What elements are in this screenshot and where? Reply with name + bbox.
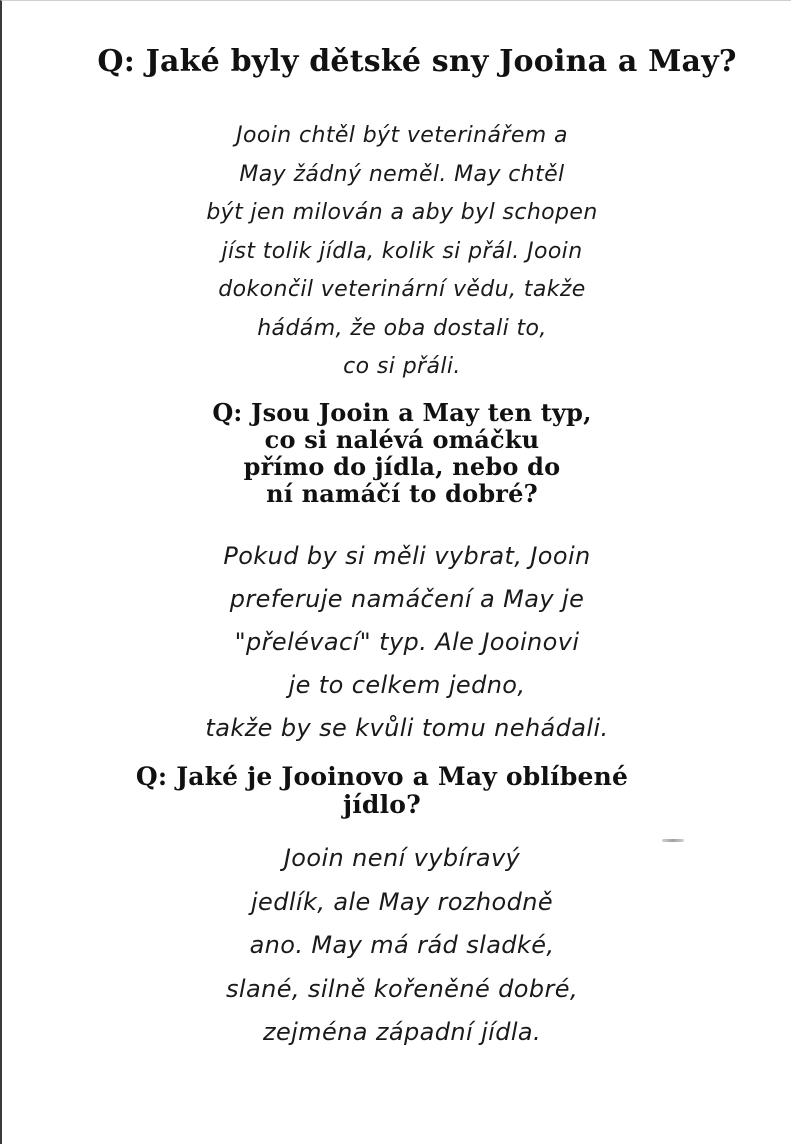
- question-1: Q: Jaké byly dětské sny Jooina a May?: [97, 44, 737, 79]
- question-2: Q: Jsou Jooin a May ten typ, co si nalévá omáčku přímo do jídla, nebo do ní namáčí to dobré?: [212, 398, 592, 508]
- answer-3: Jooin není vybíravý jedlík, ale May rozhodně ano. May má rád sladké, slané, silně kořeněné dobré, zejména západní jídla.: [226, 844, 578, 1046]
- answer-1: Jooin chtěl být veterinářem a May žádný neměl. May chtěl být jen milován a aby byl schopen jíst tolik jídla, kolik si přál. Jooin dokončil veterinární vědu, takže hádám, že oba dostali to, co si přáli.: [206, 123, 598, 379]
- question-3: Q: Jaké je Jooinovo a May oblíbené jídlo?: [135, 762, 629, 819]
- smudge-mark: [662, 839, 684, 842]
- answer-2: Pokud by si měli vybrat, Jooin preferuje namáčení a May je "přelévací" typ. Ale Jooinovi je to celkem jedno, takže by se kvůli tomu nehádali.: [205, 542, 609, 742]
